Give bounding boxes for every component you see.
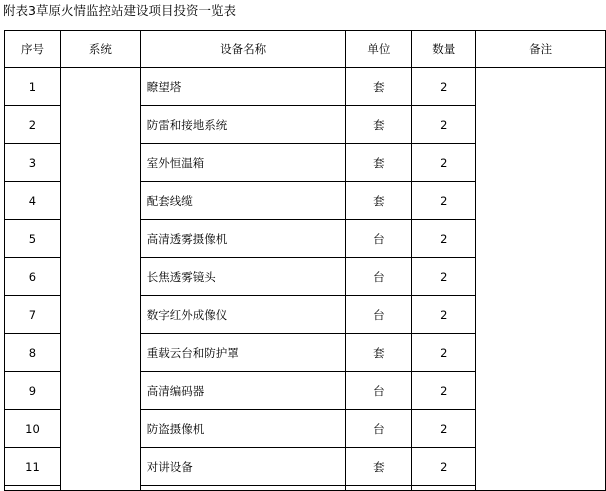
note-cell-merged: [476, 68, 606, 491]
row-equipment-name: 对讲设备: [140, 448, 346, 486]
table-row: [5, 68, 606, 106]
row-seq: 9: [5, 372, 61, 410]
row-seq: 6: [5, 258, 61, 296]
row-equipment-name: 瞭望塔: [140, 68, 346, 106]
row-seq: 7: [5, 296, 61, 334]
row-unit: 台: [346, 410, 412, 448]
investment-table: [4, 30, 606, 491]
header-quantity: 数量: [412, 31, 476, 68]
row-seq: 2: [5, 106, 61, 144]
row-seq: 1: [5, 68, 61, 106]
row-seq: 8: [5, 334, 61, 372]
row-seq-empty: [5, 486, 61, 491]
row-quantity: 2: [412, 334, 476, 372]
row-seq: 5: [5, 220, 61, 258]
header-system: 系统: [60, 31, 140, 68]
row-unit: 套: [346, 106, 412, 144]
table-header-row: [5, 31, 606, 68]
row-quantity: 2: [412, 296, 476, 334]
row-equipment-name: 长焦透雾镜头: [140, 258, 346, 296]
row-seq: 3: [5, 144, 61, 182]
row-seq: 4: [5, 182, 61, 220]
row-unit: 套: [346, 68, 412, 106]
row-equipment-name: 配套线缆: [140, 182, 346, 220]
row-unit: 台: [346, 296, 412, 334]
row-unit: 套: [346, 334, 412, 372]
row-quantity: 2: [412, 68, 476, 106]
row-unit-empty: [346, 486, 412, 491]
row-unit: 套: [346, 448, 412, 486]
row-quantity: 2: [412, 448, 476, 486]
header-equipment-name: 设备名称: [140, 31, 346, 68]
row-equipment-name: 高清编码器: [140, 372, 346, 410]
row-quantity: 2: [412, 410, 476, 448]
row-quantity: 2: [412, 144, 476, 182]
row-unit: 套: [346, 182, 412, 220]
header-seq: 序号: [5, 31, 61, 68]
row-equipment-name-empty: [140, 486, 346, 491]
document-title: 附表3草原火情监控站建设项目投资一览表: [3, 3, 236, 18]
row-equipment-name: 数字红外成像仪: [140, 296, 346, 334]
row-equipment-name: 高清透雾摄像机: [140, 220, 346, 258]
row-unit: 台: [346, 258, 412, 296]
row-quantity-empty: [412, 486, 476, 491]
row-quantity: 2: [412, 220, 476, 258]
row-equipment-name: 防盗摄像机: [140, 410, 346, 448]
row-equipment-name: 防雷和接地系统: [140, 106, 346, 144]
row-unit: 台: [346, 372, 412, 410]
system-cell-merged: [60, 68, 140, 491]
row-seq: 11: [5, 448, 61, 486]
row-quantity: 2: [412, 182, 476, 220]
row-quantity: 2: [412, 106, 476, 144]
row-seq: 10: [5, 410, 61, 448]
row-quantity: 2: [412, 372, 476, 410]
header-note: 备注: [476, 31, 606, 68]
row-equipment-name: 室外恒温箱: [140, 144, 346, 182]
row-equipment-name: 重载云台和防护罩: [140, 334, 346, 372]
row-unit: 台: [346, 220, 412, 258]
row-quantity: 2: [412, 258, 476, 296]
header-unit: 单位: [346, 31, 412, 68]
row-unit: 套: [346, 144, 412, 182]
